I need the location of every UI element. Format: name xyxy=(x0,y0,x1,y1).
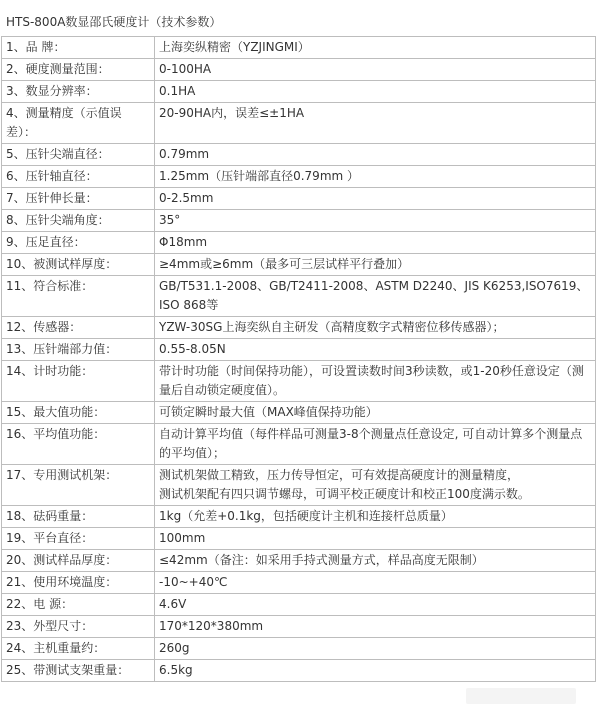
spec-table-body xyxy=(2,37,596,682)
spec-value: 6.5kg xyxy=(155,660,596,682)
table-row xyxy=(2,210,596,232)
spec-value: 0.79mm xyxy=(155,144,596,166)
spec-value: GB/T531.1-2008、GB/T2411-2008、ASTM D2240、JIS K6253,ISO7619、ISO 868等 xyxy=(155,276,596,317)
spec-label: 21、使用环境温度： xyxy=(2,572,155,594)
spec-value: 260g xyxy=(155,638,596,660)
spec-label: 10、被测试样厚度： xyxy=(2,254,155,276)
spec-value: 170*120*380mm xyxy=(155,616,596,638)
spec-label: 23、外型尺寸： xyxy=(2,616,155,638)
spec-label: 25、带测试支架重量： xyxy=(2,660,155,682)
spec-value: 可锁定瞬时最大值（MAX峰值保持功能） xyxy=(155,402,596,424)
spec-label: 19、平台直径： xyxy=(2,528,155,550)
spec-label: 1、品 牌： xyxy=(2,37,155,59)
table-row xyxy=(2,660,596,682)
spec-value: 测试机架做工精致，压力传导恒定，可有效提高硬度计的测量精度， 测试机架配有四只调节螺母，可调平校正硬度计和校正100度满示数。 xyxy=(155,465,596,506)
spec-value: 35° xyxy=(155,210,596,232)
spec-label: 6、压针轴直径： xyxy=(2,166,155,188)
spec-value: Φ18mm xyxy=(155,232,596,254)
spec-label: 7、压针伸长量： xyxy=(2,188,155,210)
table-row xyxy=(2,528,596,550)
table-row xyxy=(2,103,596,144)
table-row xyxy=(2,81,596,103)
table-row xyxy=(2,594,596,616)
table-row xyxy=(2,317,596,339)
spec-label: 5、压针尖端直径： xyxy=(2,144,155,166)
spec-label: 15、最大值功能： xyxy=(2,402,155,424)
spec-value: 4.6V xyxy=(155,594,596,616)
spec-value: 1kg（允差+0.1kg，包括硬度计主机和连接杆总质量） xyxy=(155,506,596,528)
table-row xyxy=(2,144,596,166)
table-row xyxy=(2,339,596,361)
spec-value: 带计时功能（时间保持功能），可设置读数时间3秒读数，或1-20秒任意设定（测量后自动锁定硬度值）。 xyxy=(155,361,596,402)
spec-label: 14、计时功能： xyxy=(2,361,155,402)
spec-title: HTS-800A数显邵氏硬度计（技术参数） xyxy=(6,15,222,29)
table-row xyxy=(2,402,596,424)
table-row xyxy=(2,550,596,572)
table-row xyxy=(2,465,596,506)
spec-label: 20、测试样品厚度： xyxy=(2,550,155,572)
table-row xyxy=(2,276,596,317)
table-row xyxy=(2,188,596,210)
table-row xyxy=(2,232,596,254)
table-row xyxy=(2,254,596,276)
spec-label: 22、电 源： xyxy=(2,594,155,616)
spec-label: 24、主机重量约： xyxy=(2,638,155,660)
spec-value: 0.1HA xyxy=(155,81,596,103)
spec-value: 上海奕纵精密（YZJINGMI） xyxy=(155,37,596,59)
spec-label: 18、砝码重量： xyxy=(2,506,155,528)
spec-value: 1.25mm（压针端部直径0.79mm ） xyxy=(155,166,596,188)
spec-value: ≤42mm（备注：如采用手持式测量方式，样品高度无限制） xyxy=(155,550,596,572)
spec-label: 3、数显分辨率： xyxy=(2,81,155,103)
spec-label: 13、压针端部力值： xyxy=(2,339,155,361)
spec-value: 0.55-8.05N xyxy=(155,339,596,361)
spec-label: 16、平均值功能： xyxy=(2,424,155,465)
spec-value: 自动计算平均值（每件样品可测量3-8个测量点任意设定, 可自动计算多个测量点的平均值）； xyxy=(155,424,596,465)
spec-label: 4、测量精度（示值误差）： xyxy=(2,103,155,144)
spec-value: 100mm xyxy=(155,528,596,550)
table-row xyxy=(2,638,596,660)
spec-value: 0-100HA xyxy=(155,59,596,81)
spec-value: 20-90HA内，误差≤±1HA xyxy=(155,103,596,144)
spec-label: 9、压足直径： xyxy=(2,232,155,254)
table-row xyxy=(2,59,596,81)
spec-label: 2、硬度测量范围： xyxy=(2,59,155,81)
table-row xyxy=(2,424,596,465)
watermark xyxy=(466,688,576,704)
table-row xyxy=(2,572,596,594)
table-row xyxy=(2,166,596,188)
spec-value: -10~+40℃ xyxy=(155,572,596,594)
spec-label: 8、压针尖端角度： xyxy=(2,210,155,232)
spec-value: 0-2.5mm xyxy=(155,188,596,210)
spec-label: 11、符合标准： xyxy=(2,276,155,317)
table-row xyxy=(2,361,596,402)
spec-label: 12、传感器： xyxy=(2,317,155,339)
spec-table xyxy=(1,36,596,682)
spec-value: YZW-30SG上海奕纵自主研发（高精度数字式精密位移传感器）； xyxy=(155,317,596,339)
spec-value: ≥4mm或≥6mm（最多可三层试样平行叠加） xyxy=(155,254,596,276)
spec-label: 17、专用测试机架： xyxy=(2,465,155,506)
table-row xyxy=(2,616,596,638)
table-row xyxy=(2,506,596,528)
table-row xyxy=(2,37,596,59)
